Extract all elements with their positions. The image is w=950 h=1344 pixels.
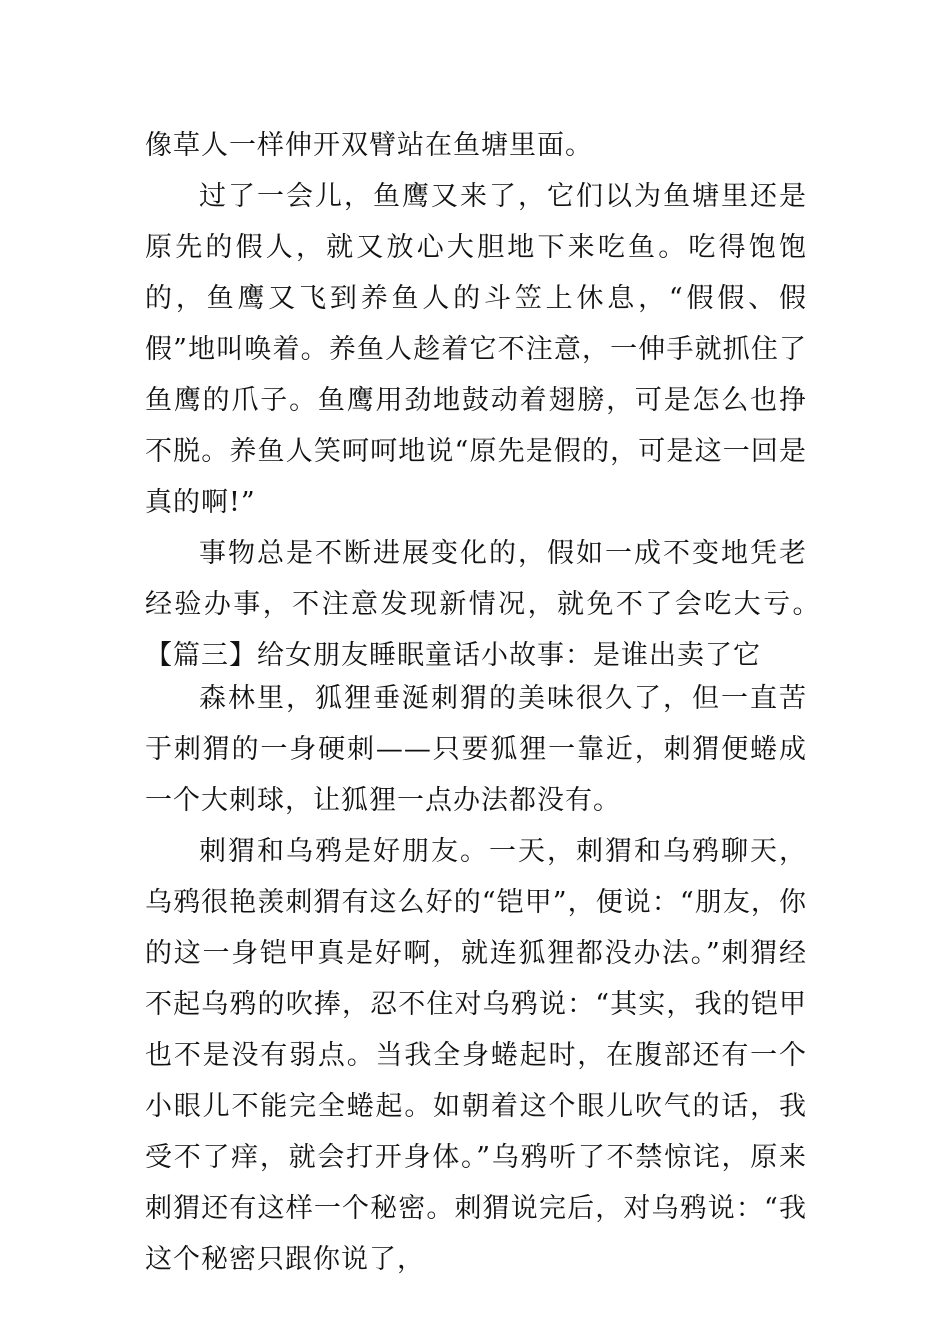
paragraph-osprey-return: 过了一会儿，鱼鹰又来了，它们以为鱼塘里还是原先的假人，就又放心大胆地下来吃鱼。吃得饱饱的，鱼鹰又飞到养鱼人的斗笠上休息，“假假、假假”地叫唤着。养鱼人趁着它不注意，一伸手就抓住了鱼鹰的爪子。鱼鹰用劲地鼓动着翅膀，可是怎么也挣不脱。养鱼人笑呵呵地说“原先是假的，可是这一回是真的啊!” (145, 181, 807, 518)
paragraph-moral-and-heading: 事物总是不断进展变化的，假如一成不变地凭老经验办事，不注意发现新情况，就免不了会吃大亏。 【篇三】给女朋友睡眠童话小故事：是谁出卖了它 (145, 538, 863, 671)
paragraph-hedgehog-crow: 刺猬和乌鸦是好朋友。一天，刺猬和乌鸦聊天，乌鸦很艳羡刺猬有这么好的“铠甲”，便说：“朋友，你的这一身铠甲真是好啊，就连狐狸都没办法。”刺猬经不起乌鸦的吹捧，忍不住对乌鸦说：“其实，我的铠甲也不是没有弱点。当我全身蜷起时，在腹部还有一个小眼儿不能完全蜷起。如朝着这个眼儿吹气的话，我受不了痒，就会打开身体。”乌鸦听了不禁惊诧，原来刺猬还有这样一个秘密。刺猬说完后，对乌鸦说：“我这个秘密只跟你说了， (145, 836, 807, 1275)
story-text-upper (145, 120, 863, 681)
paragraph-forest-fox: 森林里，狐狸垂涎刺猬的美味很久了，但一直苦于刺猬的一身硬刺——只要狐狸一靠近，刺猬便蜷成一个大刺球，让狐狸一点办法都没有。 (145, 683, 807, 816)
story-text-lower (145, 673, 807, 1285)
paragraph-continuation: 像草人一样伸开双臂站在鱼塘里面。 (145, 130, 593, 161)
